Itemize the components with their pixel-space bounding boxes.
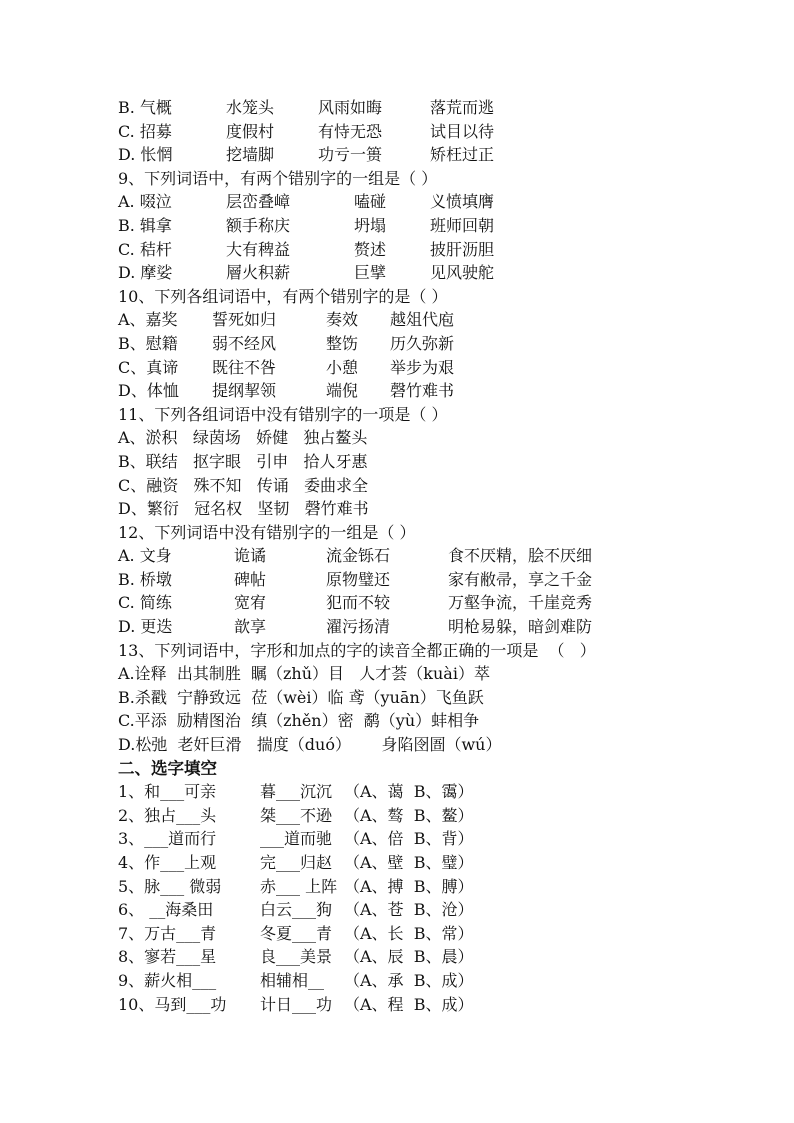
question-10-option-a: A、嘉奖 誓死如归 奏效 越俎代庖 — [118, 310, 455, 330]
fill-item: 3、___道而行 ___道而驰 （A、倍 B、背） — [118, 829, 474, 849]
question-10-option-c: C、真谛 既往不咎 小憩 举步为艰 — [118, 357, 455, 377]
question-11-option-d: D、繁衍 冠名权 坚韧 磬竹难书 — [118, 499, 369, 519]
question-13-option-c: C.平添 励精图治 缜（zhěn）密 鹬（yù）蚌相争 — [118, 711, 480, 731]
question-9-stem: 9、下列词语中，有两个错别字的一组是（ ） — [118, 168, 438, 188]
option-line: B. 气概 水笼头 风雨如晦 落荒而逃 — [118, 98, 495, 117]
fill-item: 7、万古___青 冬夏___青 （A、长 B、常） — [118, 923, 474, 943]
question-11-stem: 11、下列各组词语中没有错别字的一项是（ ） — [118, 404, 448, 424]
question-10-stem: 10、下列各组词语中，有两个错别字的是（ ） — [118, 286, 448, 306]
question-13-option-a: A.诠释 出其制胜 瞩（zhǔ）目 人才荟（kuài）萃 — [118, 664, 490, 684]
question-12-option-c: C. 简练 宽宥 犯而不较 万壑争流，千崖竞秀 — [118, 593, 593, 613]
fill-item: 9、薪火相___ 相辅相__ （A、承 B、成） — [118, 970, 474, 990]
question-10-option-d: D、体恤 提纲挈领 端倪 磬竹难书 — [118, 381, 455, 401]
question-9-option-a: A. 啜泣 层峦叠嶂 嗑碰 义愤填膺 — [118, 192, 495, 212]
section-title: 二、选字填空 — [118, 758, 217, 778]
option-line: C. 招募 度假村 有恃无恐 试目以待 — [118, 121, 495, 141]
fill-item: 5、脉___ 微弱 赤___ 上阵 （A、搏 B、膊） — [118, 876, 474, 896]
question-9-option-d: D. 摩娑 層火积薪 巨擘 见风驶舵 — [118, 263, 495, 283]
fill-item: 1、和___可亲 暮___沉沉 （A、蔼 B、霭） — [118, 782, 474, 802]
question-9-option-c: C. 秸杆 大有稗益 赘述 披肝沥胆 — [118, 239, 495, 259]
fill-item: 2、独占___头 桀___不逊 （A、骜 B、鳌） — [118, 805, 474, 825]
question-10-option-b: B、慰籍 弱不经风 整饬 历久弥新 — [118, 333, 455, 353]
question-12-option-d: D. 更迭 歆享 濯污扬清 明枪易躲，暗剑难防 — [118, 617, 593, 637]
fill-item: 10、马到___功 计日___功 （A、程 B、成） — [118, 994, 474, 1014]
question-13-option-b: B.杀戳 宁静致远 莅（wèi）临 鸢（yuān）飞鱼跃 — [118, 687, 484, 707]
option-line: D. 怅惘 挖墙脚 功亏一篑 矫枉过正 — [118, 145, 495, 165]
question-9-option-b: B. 辑拿 额手称庆 坍塌 班师回朝 — [118, 215, 495, 235]
question-12-option-a: A. 文身 诡谲 流金铄石 食不厌精，脍不厌细 — [118, 546, 593, 566]
question-12-stem: 12、下列词语中没有错别字的一组是（ ） — [118, 522, 416, 542]
fill-item: 8、寥若___星 良___美景 （A、辰 B、晨） — [118, 947, 474, 967]
question-11-option-a: A、淤积 绿茵场 娇健 独占鳌头 — [118, 428, 368, 448]
question-12-option-b: B. 桥墩 碑帖 原物璧还 家有敝帚，享之千金 — [118, 569, 593, 589]
fill-item: 6、 __海桑田 白云___狗 （A、苍 B、沧） — [118, 900, 474, 920]
question-11-option-c: C、融资 殊不知 传诵 委曲求全 — [118, 475, 369, 495]
document-page — [118, 96, 718, 1016]
fill-item: 4、作___上观 完___归赵 （A、壁 B、璧） — [118, 853, 474, 872]
question-13-stem: 13、下列词语中，字形和加点的字的读音全都正确的一项是 （ ） — [118, 640, 596, 660]
question-13-option-d: D.松弛 老奸巨滑 揣度（duó） 身陷囹圄（wú） — [118, 735, 502, 755]
question-11-option-b: B、联结 抠字眼 引申 拾人牙惠 — [118, 451, 368, 471]
